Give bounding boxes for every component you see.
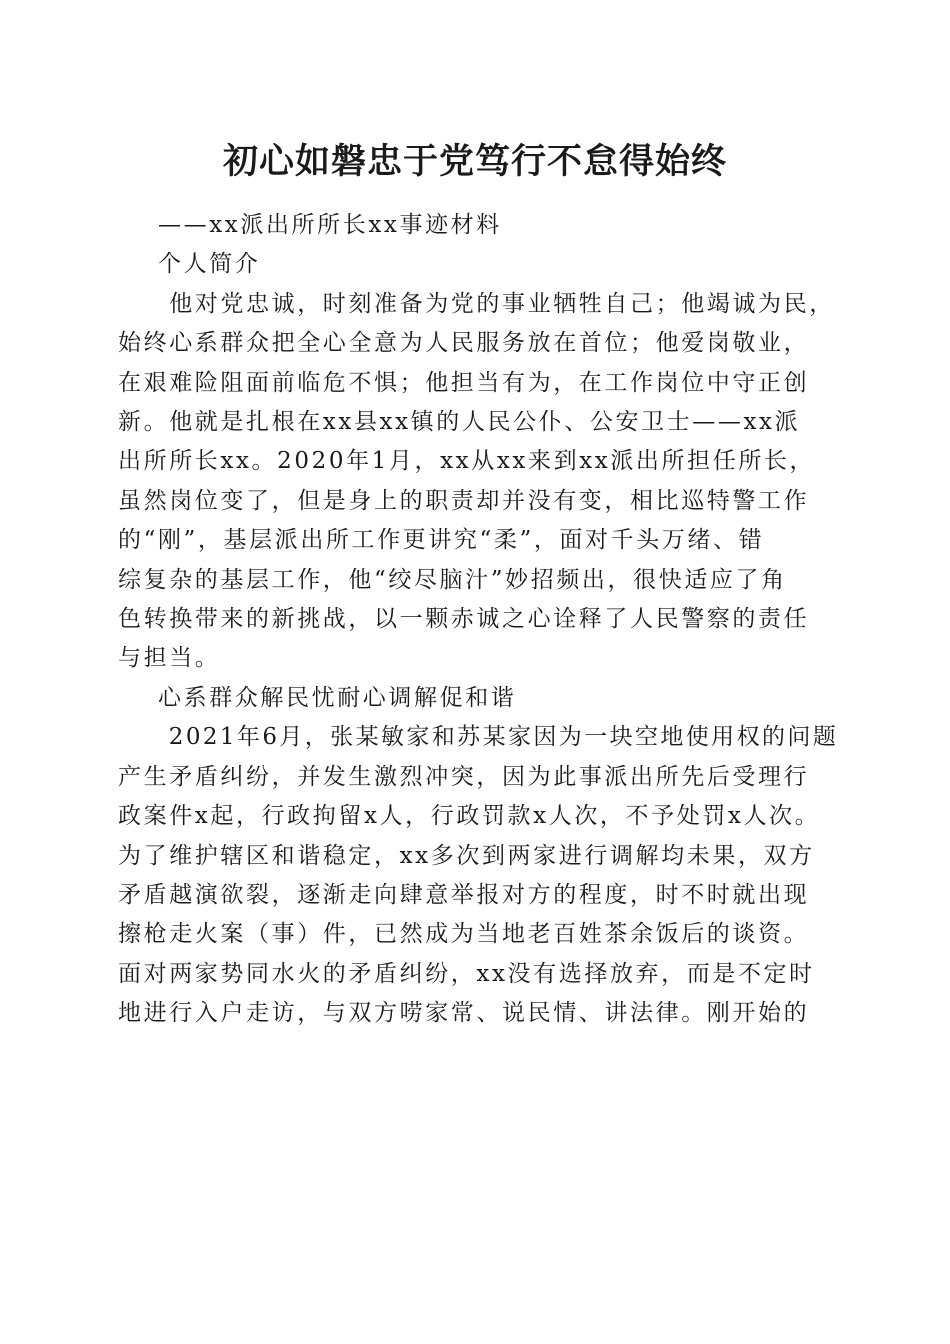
- paragraph-line: 擦枪走火案（事）件，已然成为当地老百姓茶余饭后的谈资。: [118, 921, 810, 948]
- paragraph-line: 矛盾越演欲裂，逐渐走向肆意举报对方的程度，时不时就出现: [118, 881, 810, 908]
- paragraph-line: 的“刚”，基层派出所工作更讲究“柔”，面对千头万绪、错: [118, 527, 765, 554]
- paragraph-line: 2021年6月，张某敏家和苏某家因为一块空地使用权的问题: [118, 724, 839, 751]
- paragraph-line: 始终心系群众把全心全意为人民服务放在首位；他爱岗敬业，: [118, 330, 810, 357]
- paragraph-line: 出所所长xx。2020年1月，xx从xx来到xx派出所担任所长，: [118, 448, 816, 475]
- paragraph-line: 为了维护辖区和谐稳定，xx多次到两家进行调解均未果，双方: [118, 842, 815, 869]
- paragraph-line: 综复杂的基层工作，他“绞尽脑汁”妙招频出，很快适应了角: [118, 566, 787, 593]
- paragraph-line: 色转换带来的新挑战，以一颗赤诚之心诠释了人民警察的责任: [118, 606, 810, 633]
- document-subtitle: ——xx派出所所长xx事迹材料: [158, 212, 502, 238]
- section-heading-mediation: 心系群众解民忧耐心调解促和谐: [158, 684, 517, 711]
- paragraph-profile: [118, 285, 838, 679]
- paragraph-line: 他对党忠诚，时刻准备为党的事业牺牲自己；他竭诚为民，: [118, 290, 835, 317]
- paragraph-line: 虽然岗位变了，但是身上的职责却并没有变，相比巡特警工作: [118, 487, 810, 514]
- paragraph-line: 地进行入户走访，与双方唠家常、说民情、讲法律。刚开始的: [118, 1000, 810, 1027]
- paragraph-line: 与担当。: [118, 645, 221, 672]
- paragraph-line: 产生矛盾纠纷，并发生激烈冲突，因为此事派出所先后受理行: [118, 763, 810, 790]
- section-heading-profile: 个人简介: [158, 251, 261, 278]
- document-body: [118, 206, 838, 1034]
- paragraph-mediation: [118, 718, 838, 1033]
- paragraph-line: 新。他就是扎根在xx县xx镇的人民公仆、公安卫士——xx派: [118, 409, 801, 436]
- paragraph-line: 在艰难险阻面前临危不惧；他担当有为，在工作岗位中守正创: [118, 369, 810, 396]
- paragraph-line: 面对两家势同水火的矛盾纠纷，xx没有选择放弃，而是不定时: [118, 960, 815, 987]
- paragraph-line: 政案件x起，行政拘留x人，行政罚款x人次，不予处罚x人次。: [118, 803, 821, 830]
- document-title: 初心如磐忠于党笃行不怠得始终: [222, 141, 727, 182]
